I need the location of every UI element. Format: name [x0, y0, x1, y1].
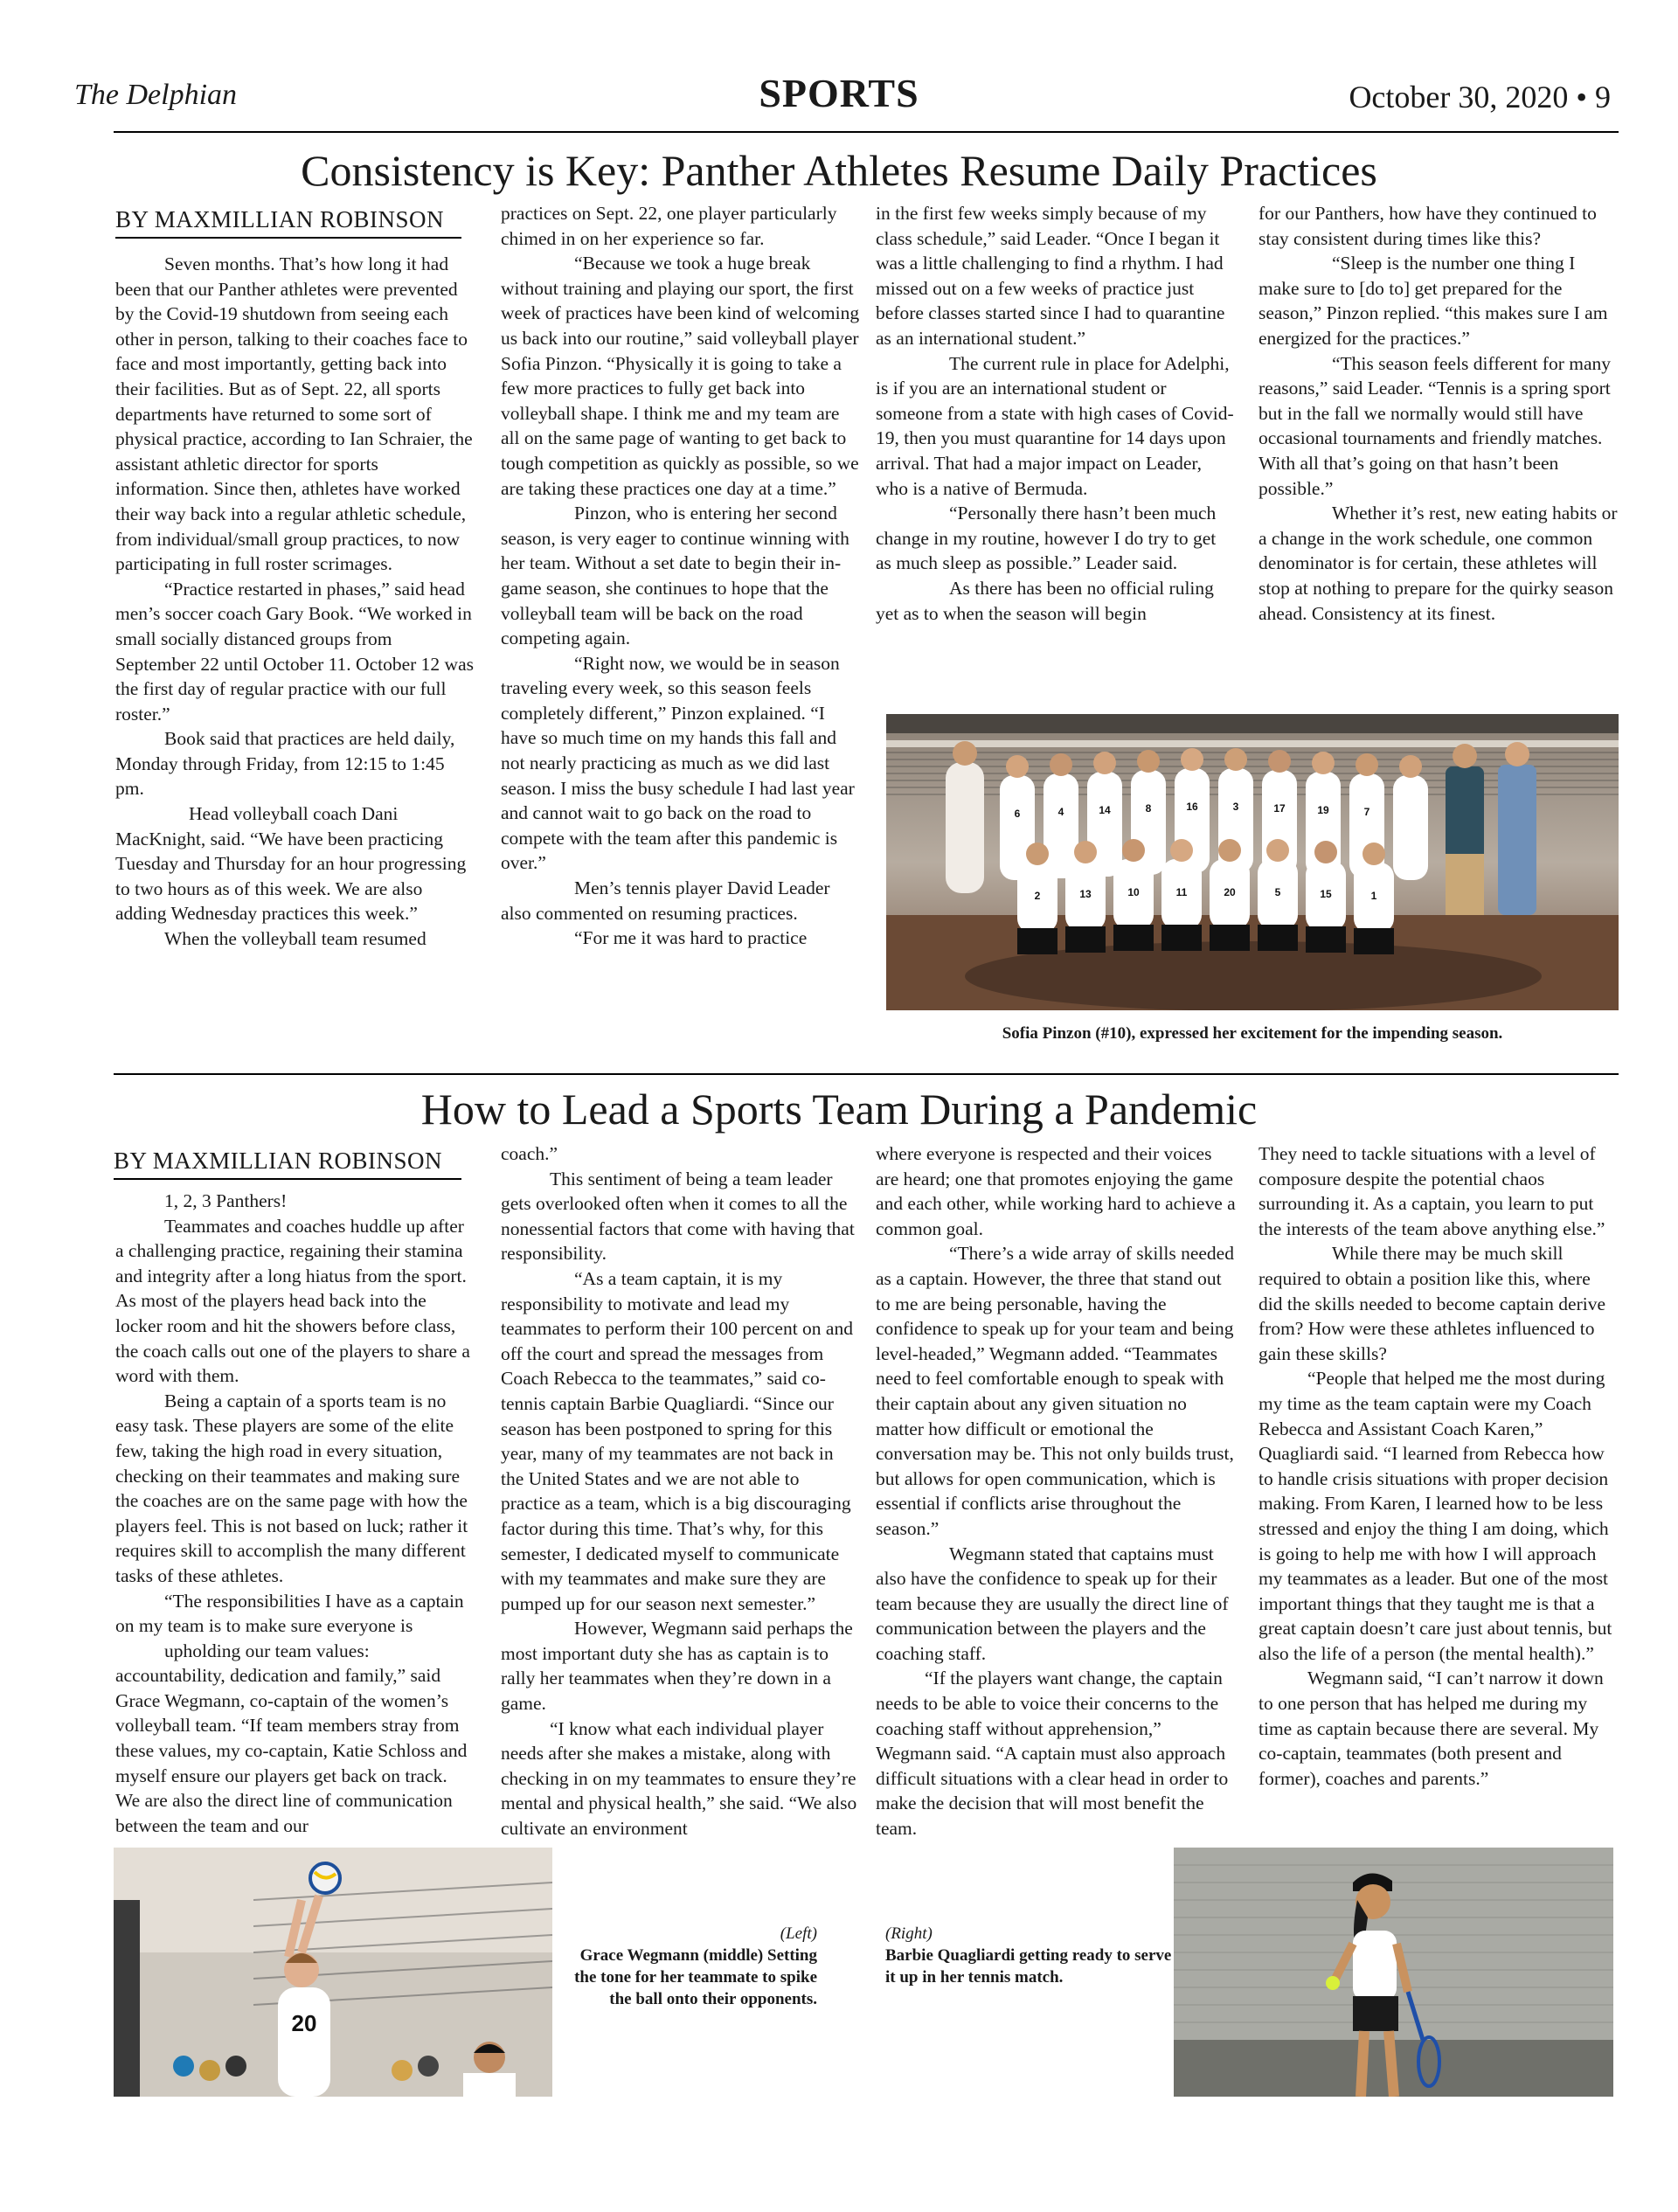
- jersey-number: 2: [1034, 890, 1041, 902]
- paragraph: practices on Sept. 22, one player particularly chimed in on her experience so far.: [501, 203, 837, 249]
- caption-text: Barbie Quagliardi getting ready to serve it up in her tennis match.: [885, 1946, 1172, 1987]
- paragraph: This sentiment of being a team leader gets overlooked often when it comes to all the nonessential factors that come with having that responsibility.: [501, 1168, 855, 1265]
- paragraph: coach.”: [501, 1143, 558, 1164]
- article1-col3: [876, 201, 1236, 626]
- jersey-number: 7: [1363, 806, 1370, 818]
- jersey-number: 1: [1370, 890, 1377, 902]
- masthead-rule: [114, 131, 1619, 133]
- paragraph: They need to tackle situations with a level of composure despite the potential chaos surrounding it. As a captain, you learn to put the interests of the team above anything else.”: [1258, 1143, 1605, 1239]
- section-title: SPORTS: [759, 71, 919, 115]
- article2-headline: How to Lead a Sports Team During a Pandemic: [420, 1085, 1258, 1134]
- date-page: October 30, 2020 • 9: [1349, 80, 1611, 114]
- paragraph: “For me it was hard to practice: [574, 927, 808, 949]
- jersey-number: 13: [1079, 888, 1092, 900]
- caption-tag: (Left): [780, 1924, 817, 1943]
- jersey-number: 20: [1224, 886, 1236, 898]
- paragraph: Whether it’s rest, new eating habits or a change in the work schedule, one common denominator is for certain, these athletes will stop at nothing to prepare for the quirky season ahead. Consistency at its finest.: [1258, 503, 1618, 624]
- paragraph: Wegmann said, “I can’t narrow it down to one person that has helped me during my time as captain because there are several. My co-captain, teammates (both present and former), coaches and parents.”: [1258, 1668, 1604, 1789]
- jersey-number: 16: [1186, 801, 1198, 813]
- paragraph: “Practice restarted in phases,” said head men’s soccer coach Gary Book. “We worked in small socially distanced groups from September 22 until October 11. October 12 was the first day of regular practice with our full roster.”: [115, 578, 474, 725]
- paragraph: 1, 2, 3 Panthers!: [164, 1190, 288, 1211]
- article2-col4: [1258, 1141, 1619, 1791]
- paragraph: “Sleep is the number one thing I make sure to [do to] get prepared for the season,” Pinzon replied. “this makes sure I am energized for the practices.”: [1258, 253, 1608, 349]
- jersey-number: 14: [1099, 804, 1111, 816]
- paragraph: upholding our team values: accountability, dedication and family,” said Grace Wegmann, co-captain of the women’s volleyball team. “If team members stray from these values, my co-captain, Katie Schloss and myself ensure our players get back on track. We are also the direct line of communication between the team and our: [115, 1640, 468, 1836]
- volleyball-team-photo: [886, 714, 1619, 1010]
- jersey-number: 6: [1014, 808, 1021, 820]
- left-photo-caption: [559, 1923, 817, 2010]
- paragraph: While there may be much skill required to obtain a position like this, where did the skills needed to become captain derive from? How were these athletes influenced to gain these skills?: [1258, 1243, 1606, 1364]
- paragraph: “Right now, we would be in season traveling every week, so this season feels completely different,” Pinzon explained. “I have so much time on my hands this fall and not nearly practicing as much as we did last season. I miss the busy schedule I had last year and cannot wait to go back on the road to compete with the team after this pandemic is over.”: [501, 652, 855, 874]
- paragraph: Head volleyball coach Dani MacKnight, said. “We have been practicing Tuesday and Thursday for an hour progressing to two hours as of this week. We are also adding Wednesday practices this week.”: [115, 803, 467, 925]
- jersey-number: 3: [1232, 801, 1239, 813]
- article2-col2: [501, 1141, 861, 1841]
- paragraph: “This season feels different for many reasons,” said Leader. “Tennis is a spring sport but in the fall we normally would still have occasional tournaments and friendly matches. With all that’s going on that hasn’t been possible.”: [1258, 352, 1612, 499]
- paragraph: “Personally there hasn’t been much change in my routine, however I do try to get as much sleep as possible.” Leader said.: [876, 503, 1217, 574]
- article2-col1: [115, 1189, 475, 1838]
- paragraph: “The responsibilities I have as a captain on my team is to make sure everyone is: [115, 1590, 464, 1637]
- paragraph: “There’s a wide array of skills needed as a captain. However, the three that stand out to me are being personable, having the confidence to speak up for your team and being level-headed,” Wegmann added. “Teammates need to feel comfortable enough to speak with their captain about any given situation no matter how difficult or emotional the conversation may be. This not only builds trust, but allows for open communication, which is essential if conflicts arise throughout the season.”: [876, 1243, 1234, 1539]
- jersey-number: 15: [1320, 888, 1332, 900]
- paragraph: As there has been no official ruling yet as to when the season will begin: [876, 577, 1214, 624]
- caption-tag: (Right): [885, 1924, 933, 1943]
- paragraph: for our Panthers, how have they continued to stay consistent during times like this?: [1258, 203, 1597, 249]
- jersey-number: 10: [1127, 886, 1140, 898]
- jersey-number: 17: [1273, 802, 1286, 815]
- volleyball-action-photo: [114, 1848, 552, 2097]
- paragraph: “If the players want change, the captain needs to be able to voice their concerns to the coaching staff without apprehension,” Wegmann said. “A captain must also approach difficult situations with a clear head in order to make the decision that will most benefit the team.: [876, 1668, 1229, 1840]
- article1-col4: [1258, 201, 1619, 626]
- article2-byline: BY MAXMILLIAN ROBINSON: [114, 1148, 461, 1180]
- jersey-number: 4: [1057, 806, 1064, 818]
- paragraph: Seven months. That’s how long it had been that our Panther athletes were prevented by the Covid-19 shutdown from seeing each other in person, talking to their coaches face to face and most importantly, getting back into their facilities. But as of Sept. 22, all sports departments have returned to some sort of physical practice, according to Ian Schraier, the assistant athletic director for sports information. Since then, athletes have worked their way back into a regular athletic schedule, from individual/small group practices, to now participating in full roster scrimages.: [115, 253, 473, 575]
- paragraph: “As a team captain, it is my responsibility to motivate and lead my teammates to perform their 100 percent on and off the court and spread the messages from Coach Rebecca to the teammates,” said co-tennis captain Barbie Quagliardi. “Since our season has been postponed to spring for this year, many of my teammates are not back in the United States and we are not able to practice as a team, which is a big discouraging factor during this time. That’s why, for this semester, I dedicated myself to communicate with my teammates and make sure they are pumped up for our season next semester.”: [501, 1267, 853, 1614]
- right-photo-caption: [885, 1923, 1182, 1988]
- paragraph: When the volleyball team resumed: [164, 928, 426, 950]
- jersey-number: 11: [1175, 886, 1188, 898]
- paragraph: “I know what each individual player needs after she makes a mistake, along with checking in on my teammates to ensure they’re mental and physical health,” she said. “We also cultivate an environment: [501, 1717, 857, 1840]
- jersey-number: 8: [1145, 802, 1152, 815]
- paragraph: Men’s tennis player David Leader also commented on resuming practices.: [501, 877, 830, 924]
- article1-byline: BY MAXMILLIAN ROBINSON: [115, 206, 461, 239]
- section-divider: [114, 1073, 1619, 1075]
- paragraph: in the first few weeks simply because of my class schedule,” said Leader. “Once I began it was a little challenging to find a rhythm. I had missed out on a few weeks of practice just before classes started since I had to quarantine as an international student.”: [876, 203, 1225, 349]
- paragraph: Being a captain of a sports team is no easy task. These players are some of the elite few, taking the high road in every situation, checking on their teammates and making sure the coaches are on the same page with how the players feel. This is not based on luck; rather it requires skill to accomplish the many different tasks of these athletes.: [115, 1390, 468, 1586]
- paragraph: where everyone is respected and their voices are heard; one that promotes enjoying the game and each other, while working hard to achieve a common goal.: [876, 1143, 1236, 1239]
- paragraph: Wegmann stated that captains must also have the confidence to speak up for their team because they are usually the direct line of communication between the players and the coaching staff.: [876, 1543, 1229, 1664]
- tennis-player-photo: [1174, 1848, 1613, 2097]
- article1-col2: [501, 201, 861, 951]
- jersey-number: 5: [1274, 886, 1281, 898]
- caption-text: Grace Wegmann (middle) Setting the tone for her teammate to spike the ball onto their opponents.: [574, 1946, 817, 2008]
- paragraph: Pinzon, who is entering her second season, is very eager to continue winning with her team. Without a set date to begin their in-game season, she continues to hope that the volleyball team will be back on the road competing again.: [501, 503, 849, 649]
- paragraph: “People that helped me the most during my time as the team captain were my Coach Rebecca and Assistant Coach Karen,” Quagliardi said. “I learned from Rebecca how to handle crisis situations with proper decision making. From Karen, I learned how to be less stressed and enjoy the thing I am doing, which is going to help me with how I will approach my teammates as a leader. But one of the most important things that they taught me is that a great captain doesn’t care just about tennis, but also the life of a person (the mental health).”: [1258, 1368, 1612, 1664]
- paragraph: Teammates and coaches huddle up after a challenging practice, regaining their stamina and integrity after a long hiatus from the sport. As most of the players head back into the locker room and hit the showers before class, the coach calls out one of the players to share a word with them.: [115, 1215, 470, 1387]
- paper-name: The Delphian: [74, 79, 238, 111]
- article2-col3: [876, 1141, 1236, 1841]
- paragraph: Book said that practices are held daily, Monday through Friday, from 12:15 to 1:45 pm.: [115, 728, 455, 800]
- paragraph: The current rule in place for Adelphi, is if you are an international student or someone from a state with high cases of Covid-19, then you must quarantine for 14 days upon arrival. That had a major impact on Leader, who is a native of Bermuda.: [876, 352, 1234, 499]
- article1-col1: [115, 252, 475, 952]
- jersey-number: 19: [1317, 804, 1329, 816]
- team-photo-caption: Sofia Pinzon (#10), expressed her excitement for the impending season.: [1002, 1024, 1503, 1043]
- paragraph: “Because we took a huge break without training and playing our sport, the first week of practices have been kind of welcoming us back into our routine,” said volleyball player Sofia Pinzon. “Physically it is going to take a few more practices to fully get back into volleyball shape. I think me and my team are all on the same page of wanting to get back to tough competition as quickly as possible, so we are taking these practices one day at a time.”: [501, 253, 860, 499]
- paragraph: However, Wegmann said perhaps the most important duty she has as captain is to rally her teammates when they’re down in a game.: [501, 1618, 853, 1715]
- jersey-number: 20: [291, 2010, 317, 2036]
- article1-headline: Consistency is Key: Panther Athletes Resume Daily Practices: [301, 146, 1377, 195]
